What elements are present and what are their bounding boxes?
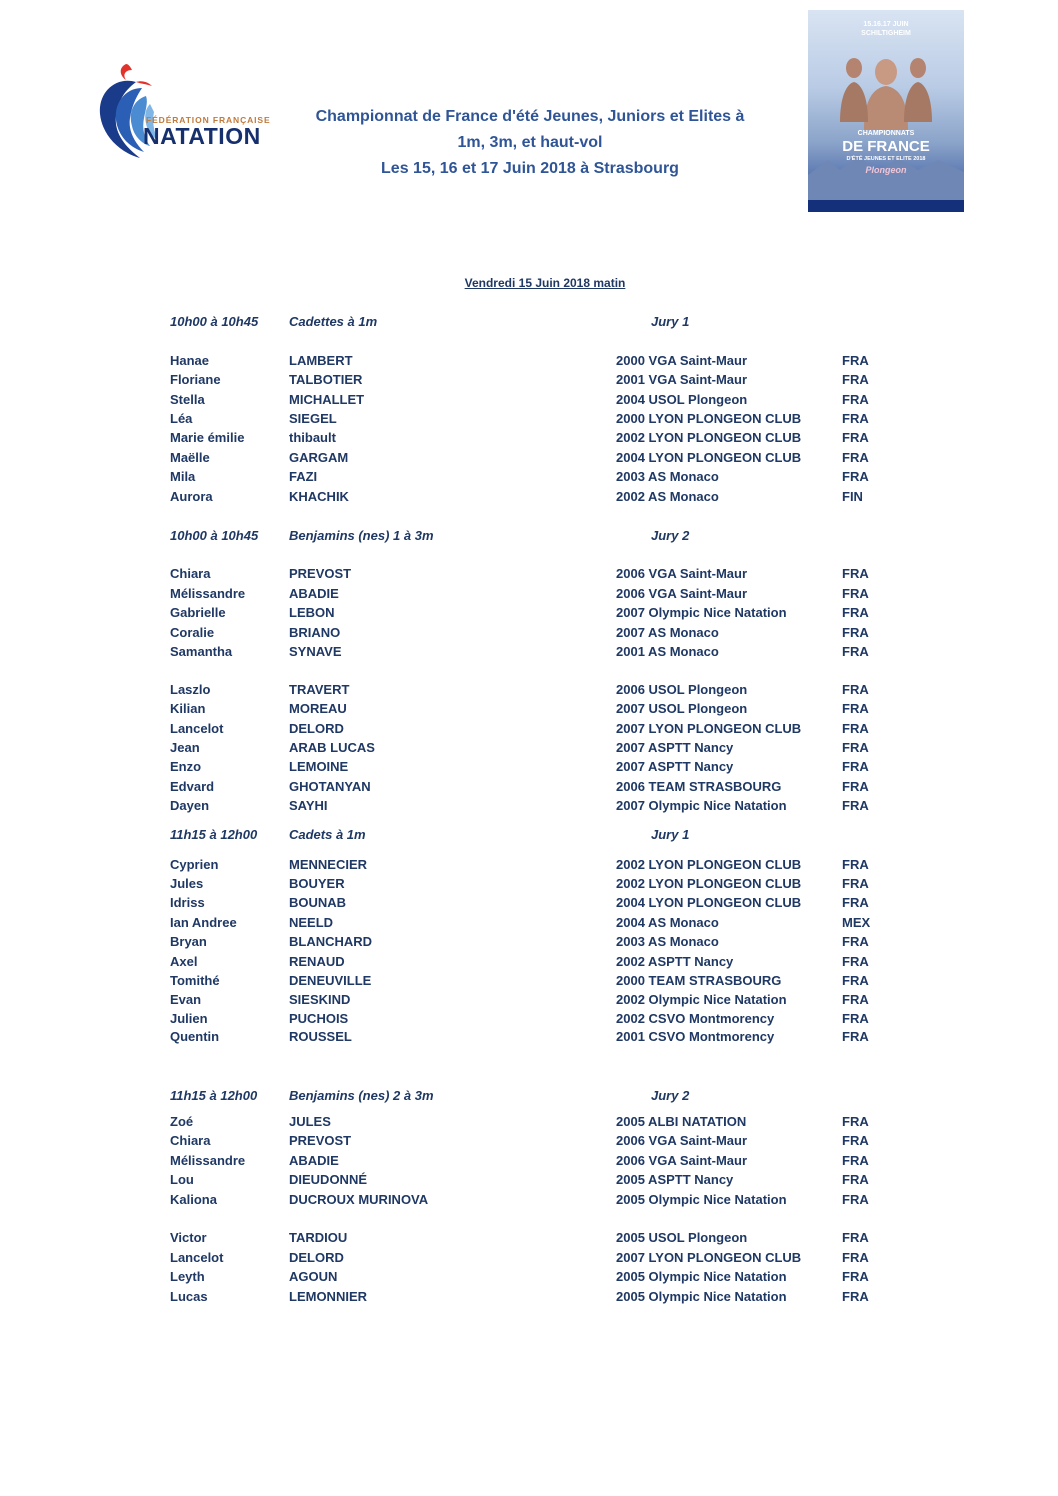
title-line-1: Championnat de France d'été Jeunes, Juniors et Elites à xyxy=(315,108,745,125)
poster-sponsor-strip xyxy=(808,212,964,232)
athlete-club: 2002 LYON PLONGEON CLUB xyxy=(616,876,802,891)
athlete-last-name: MOREAU xyxy=(289,701,347,716)
event-poster xyxy=(808,10,964,232)
athlete-last-name: MENNECIER xyxy=(289,857,368,872)
poster-line-3: D'ÉTÉ JEUNES ET ELITE 2018 xyxy=(846,156,926,162)
athlete-last-name: ROUSSEL xyxy=(289,1029,352,1044)
athlete-club: 2007 LYON PLONGEON CLUB xyxy=(616,1250,802,1265)
athlete-first-name: Kilian xyxy=(170,701,206,716)
athlete-nationality: FRA xyxy=(842,1269,869,1284)
athlete-first-name: Mélissandre xyxy=(170,1153,246,1168)
athlete-first-name: Lucas xyxy=(170,1289,208,1304)
athlete-club: 2007 USOL Plongeon xyxy=(616,701,748,716)
athlete-nationality: FRA xyxy=(842,740,869,755)
athlete-last-name: ABADIE xyxy=(289,1153,339,1168)
athlete-nationality: FRA xyxy=(842,625,869,640)
athlete-nationality: FRA xyxy=(842,644,869,659)
group-category: Cadettes à 1m xyxy=(289,314,378,329)
group-time: 11h15 à 12h00 xyxy=(170,827,258,842)
athlete-last-name: GARGAM xyxy=(289,450,349,465)
athlete-first-name: Marie émilie xyxy=(170,430,245,445)
athlete-last-name: RENAUD xyxy=(289,954,345,969)
athlete-last-name: TRAVERT xyxy=(289,682,350,697)
athlete-club: 2004 LYON PLONGEON CLUB xyxy=(616,450,802,465)
athlete-last-name: LAMBERT xyxy=(289,353,353,368)
athlete-club: 2001 AS Monaco xyxy=(616,644,719,659)
athlete-last-name: LEBON xyxy=(289,605,335,620)
athlete-last-name: ARAB LUCAS xyxy=(289,740,375,755)
athlete-last-name: BOUYER xyxy=(289,876,345,891)
athlete-last-name: TARDIOU xyxy=(289,1230,348,1245)
athlete-first-name: Floriane xyxy=(170,372,221,387)
athlete-nationality: FRA xyxy=(842,779,869,794)
athlete-first-name: Evan xyxy=(170,992,202,1007)
athlete-nationality: FRA xyxy=(842,798,869,813)
athlete-first-name: Coralie xyxy=(170,625,215,640)
athlete-last-name: ABADIE xyxy=(289,586,339,601)
athlete-club: 2006 VGA Saint-Maur xyxy=(616,1153,748,1168)
athlete-first-name: Léa xyxy=(170,411,193,426)
athlete-nationality: FRA xyxy=(842,392,869,407)
athlete-first-name: Samantha xyxy=(170,644,233,659)
athlete-club: 2005 USOL Plongeon xyxy=(616,1230,748,1245)
athlete-club: 2005 ASPTT Nancy xyxy=(616,1172,734,1187)
athlete-club: 2003 AS Monaco xyxy=(616,934,719,949)
athlete-nationality: FRA xyxy=(842,566,869,581)
athlete-nationality: FRA xyxy=(842,411,869,426)
athlete-first-name: Cyprien xyxy=(170,857,219,872)
athlete-first-name: Ian Andree xyxy=(170,915,237,930)
athlete-nationality: MEX xyxy=(842,915,871,930)
athlete-club: 2007 AS Monaco xyxy=(616,625,719,640)
athlete-first-name: Axel xyxy=(170,954,198,969)
athlete-last-name: DELORD xyxy=(289,721,344,736)
athlete-nationality: FRA xyxy=(842,759,869,774)
athlete-club: 2005 Olympic Nice Natation xyxy=(616,1289,787,1304)
athlete-nationality: FRA xyxy=(842,1133,869,1148)
athlete-last-name: MICHALLET xyxy=(289,392,365,407)
group-jury: Jury 2 xyxy=(651,1088,690,1103)
athlete-nationality: FRA xyxy=(842,857,869,872)
athlete-club: 2004 LYON PLONGEON CLUB xyxy=(616,895,802,910)
athlete-last-name: DENEUVILLE xyxy=(289,973,372,988)
athlete-last-name: LEMOINE xyxy=(289,759,349,774)
athlete-nationality: FRA xyxy=(842,1011,869,1026)
poster-city: SCHILTIGHEIM xyxy=(861,30,911,37)
athlete-nationality: FRA xyxy=(842,1250,869,1265)
athlete-club: 2001 CSVO Montmorency xyxy=(616,1029,775,1044)
athlete-club: 2002 LYON PLONGEON CLUB xyxy=(616,430,802,445)
athlete-club: 2002 LYON PLONGEON CLUB xyxy=(616,857,802,872)
athlete-last-name: SIESKIND xyxy=(289,992,351,1007)
athlete-first-name: Jean xyxy=(170,740,200,755)
athlete-first-name: Zoé xyxy=(170,1114,194,1129)
athlete-last-name: DUCROUX MURINOVA xyxy=(289,1192,429,1207)
poster-dates: 15.16.17 JUIN xyxy=(863,21,909,28)
group-jury: Jury 2 xyxy=(651,528,690,543)
athlete-nationality: FRA xyxy=(842,450,869,465)
athlete-club: 2002 ASPTT Nancy xyxy=(616,954,734,969)
athlete-nationality: FRA xyxy=(842,1114,869,1129)
athlete-club: 2003 AS Monaco xyxy=(616,469,719,484)
logo-big-text: NATATION xyxy=(143,123,261,149)
poster-bar xyxy=(808,200,964,212)
athlete-nationality: FRA xyxy=(842,1230,869,1245)
athlete-last-name: thibault xyxy=(289,430,336,445)
athlete-nationality: FRA xyxy=(842,992,869,1007)
group-time: 10h00 à 10h45 xyxy=(170,314,259,329)
athlete-nationality: FRA xyxy=(842,934,869,949)
athlete-last-name: PUCHOIS xyxy=(289,1011,349,1026)
athlete-club: 2007 LYON PLONGEON CLUB xyxy=(616,721,802,736)
athlete-first-name: Leyth xyxy=(170,1269,205,1284)
poster-line-1: CHAMPIONNATS xyxy=(857,130,915,137)
athlete-last-name: BOUNAB xyxy=(289,895,347,910)
athlete-first-name: Mila xyxy=(170,469,196,484)
athlete-club: 2004 AS Monaco xyxy=(616,915,719,930)
athlete-club: 2007 ASPTT Nancy xyxy=(616,759,734,774)
athlete-first-name: Lancelot xyxy=(170,1250,224,1265)
athlete-club: 2004 USOL Plongeon xyxy=(616,392,748,407)
athlete-club: 2001 VGA Saint-Maur xyxy=(616,372,748,387)
athlete-first-name: Victor xyxy=(170,1230,207,1245)
athlete-nationality: FRA xyxy=(842,973,869,988)
athlete-nationality: FRA xyxy=(842,586,869,601)
athlete-nationality: FRA xyxy=(842,954,869,969)
athlete-nationality: FRA xyxy=(842,1029,869,1044)
athlete-first-name: Gabrielle xyxy=(170,605,226,620)
athlete-club: 2007 ASPTT Nancy xyxy=(616,740,734,755)
athlete-first-name: Mélissandre xyxy=(170,586,246,601)
athlete-first-name: Enzo xyxy=(170,759,202,774)
athlete-last-name: DELORD xyxy=(289,1250,344,1265)
athlete-nationality: FRA xyxy=(842,605,869,620)
athlete-last-name: PREVOST xyxy=(289,1133,352,1148)
athlete-club: 2006 TEAM STRASBOURG xyxy=(616,779,782,794)
athlete-nationality: FRA xyxy=(842,469,869,484)
document-title xyxy=(300,104,760,182)
poster-line-4: Plongeon xyxy=(865,165,907,175)
athlete-club: 2000 LYON PLONGEON CLUB xyxy=(616,411,802,426)
group-category: Benjamins (nes) 2 à 3m xyxy=(289,1088,434,1103)
athlete-first-name: Chiara xyxy=(170,1133,211,1148)
athlete-club: 2006 VGA Saint-Maur xyxy=(616,1133,748,1148)
athlete-nationality: FIN xyxy=(842,489,863,504)
group-category: Cadets à 1m xyxy=(289,827,366,842)
athlete-club: 2006 VGA Saint-Maur xyxy=(616,566,748,581)
athlete-last-name: DIEUDONNÉ xyxy=(289,1172,368,1187)
poster-line-2: DE FRANCE xyxy=(842,138,930,155)
athlete-first-name: Idriss xyxy=(170,895,205,910)
athlete-club: 2006 USOL Plongeon xyxy=(616,682,748,697)
athlete-nationality: FRA xyxy=(842,1153,869,1168)
athlete-first-name: Tomithé xyxy=(170,973,220,988)
athlete-club: 2002 AS Monaco xyxy=(616,489,719,504)
athlete-nationality: FRA xyxy=(842,430,869,445)
athlete-last-name: BLANCHARD xyxy=(289,934,373,949)
athlete-nationality: FRA xyxy=(842,721,869,736)
poster-art xyxy=(808,10,964,232)
athlete-last-name: NEELD xyxy=(289,915,334,930)
athlete-first-name: Chiara xyxy=(170,566,211,581)
athlete-nationality: FRA xyxy=(842,876,869,891)
athlete-last-name: JULES xyxy=(289,1114,331,1129)
group-time: 11h15 à 12h00 xyxy=(170,1088,258,1103)
athlete-nationality: FRA xyxy=(842,372,869,387)
athlete-club: 2000 TEAM STRASBOURG xyxy=(616,973,782,988)
athlete-first-name: Lancelot xyxy=(170,721,224,736)
ffn-logo xyxy=(96,62,278,162)
athlete-nationality: FRA xyxy=(842,701,869,716)
athlete-nationality: FRA xyxy=(842,1192,869,1207)
athlete-nationality: FRA xyxy=(842,682,869,697)
athlete-last-name: SIEGEL xyxy=(289,411,337,426)
title-line-2: 1m, 3m, et haut-vol xyxy=(457,134,603,151)
athlete-first-name: Stella xyxy=(170,392,205,407)
athlete-last-name: LEMONNIER xyxy=(289,1289,367,1304)
athlete-club: 2007 Olympic Nice Natation xyxy=(616,798,787,813)
logo-small-text: FÉDÉRATION FRANÇAISE xyxy=(146,115,271,125)
athlete-nationality: FRA xyxy=(842,1172,869,1187)
athlete-first-name: Kaliona xyxy=(170,1192,217,1207)
athlete-last-name: FAZI xyxy=(289,469,318,484)
athlete-first-name: Maëlle xyxy=(170,450,210,465)
athlete-last-name: BRIANO xyxy=(289,625,341,640)
athlete-first-name: Aurora xyxy=(170,489,213,504)
athlete-last-name: GHOTANYAN xyxy=(289,779,371,794)
title-line-3: Les 15, 16 et 17 Juin 2018 à Strasbourg xyxy=(381,160,679,177)
athlete-first-name: Lou xyxy=(170,1172,194,1187)
group-category: Benjamins (nes) 1 à 3m xyxy=(289,528,434,543)
athlete-last-name: TALBOTIER xyxy=(289,372,363,387)
athlete-club: 2006 VGA Saint-Maur xyxy=(616,586,748,601)
athlete-last-name: SAYHI xyxy=(289,798,328,813)
athlete-club: 2005 Olympic Nice Natation xyxy=(616,1269,787,1284)
athlete-nationality: FRA xyxy=(842,1289,869,1304)
athlete-nationality: FRA xyxy=(842,353,869,368)
athlete-first-name: Edvard xyxy=(170,779,215,794)
athlete-last-name: PREVOST xyxy=(289,566,352,581)
athlete-club: 2005 Olympic Nice Natation xyxy=(616,1192,787,1207)
group-time: 10h00 à 10h45 xyxy=(170,528,259,543)
athlete-first-name: Jules xyxy=(170,876,204,891)
poster-championship xyxy=(808,128,964,176)
athlete-nationality: FRA xyxy=(842,895,869,910)
group-jury: Jury 1 xyxy=(651,827,690,842)
athlete-last-name: AGOUN xyxy=(289,1269,338,1284)
athlete-club: 2002 Olympic Nice Natation xyxy=(616,992,787,1007)
athlete-club: 2002 CSVO Montmorency xyxy=(616,1011,775,1026)
athlete-club: 2000 VGA Saint-Maur xyxy=(616,353,748,368)
athlete-first-name: Quentin xyxy=(170,1029,220,1044)
athlete-last-name: SYNAVE xyxy=(289,644,342,659)
athlete-first-name: Julien xyxy=(170,1011,208,1026)
group-jury: Jury 1 xyxy=(651,314,690,329)
athlete-first-name: Laszlo xyxy=(170,682,211,697)
session-title: Vendredi 15 Juin 2018 matin xyxy=(464,276,626,290)
athlete-first-name: Bryan xyxy=(170,934,207,949)
athlete-last-name: KHACHIK xyxy=(289,489,349,504)
athlete-club: 2007 Olympic Nice Natation xyxy=(616,605,787,620)
athlete-club: 2005 ALBI NATATION xyxy=(616,1114,747,1129)
athlete-first-name: Dayen xyxy=(170,798,210,813)
athlete-first-name: Hanae xyxy=(170,353,210,368)
